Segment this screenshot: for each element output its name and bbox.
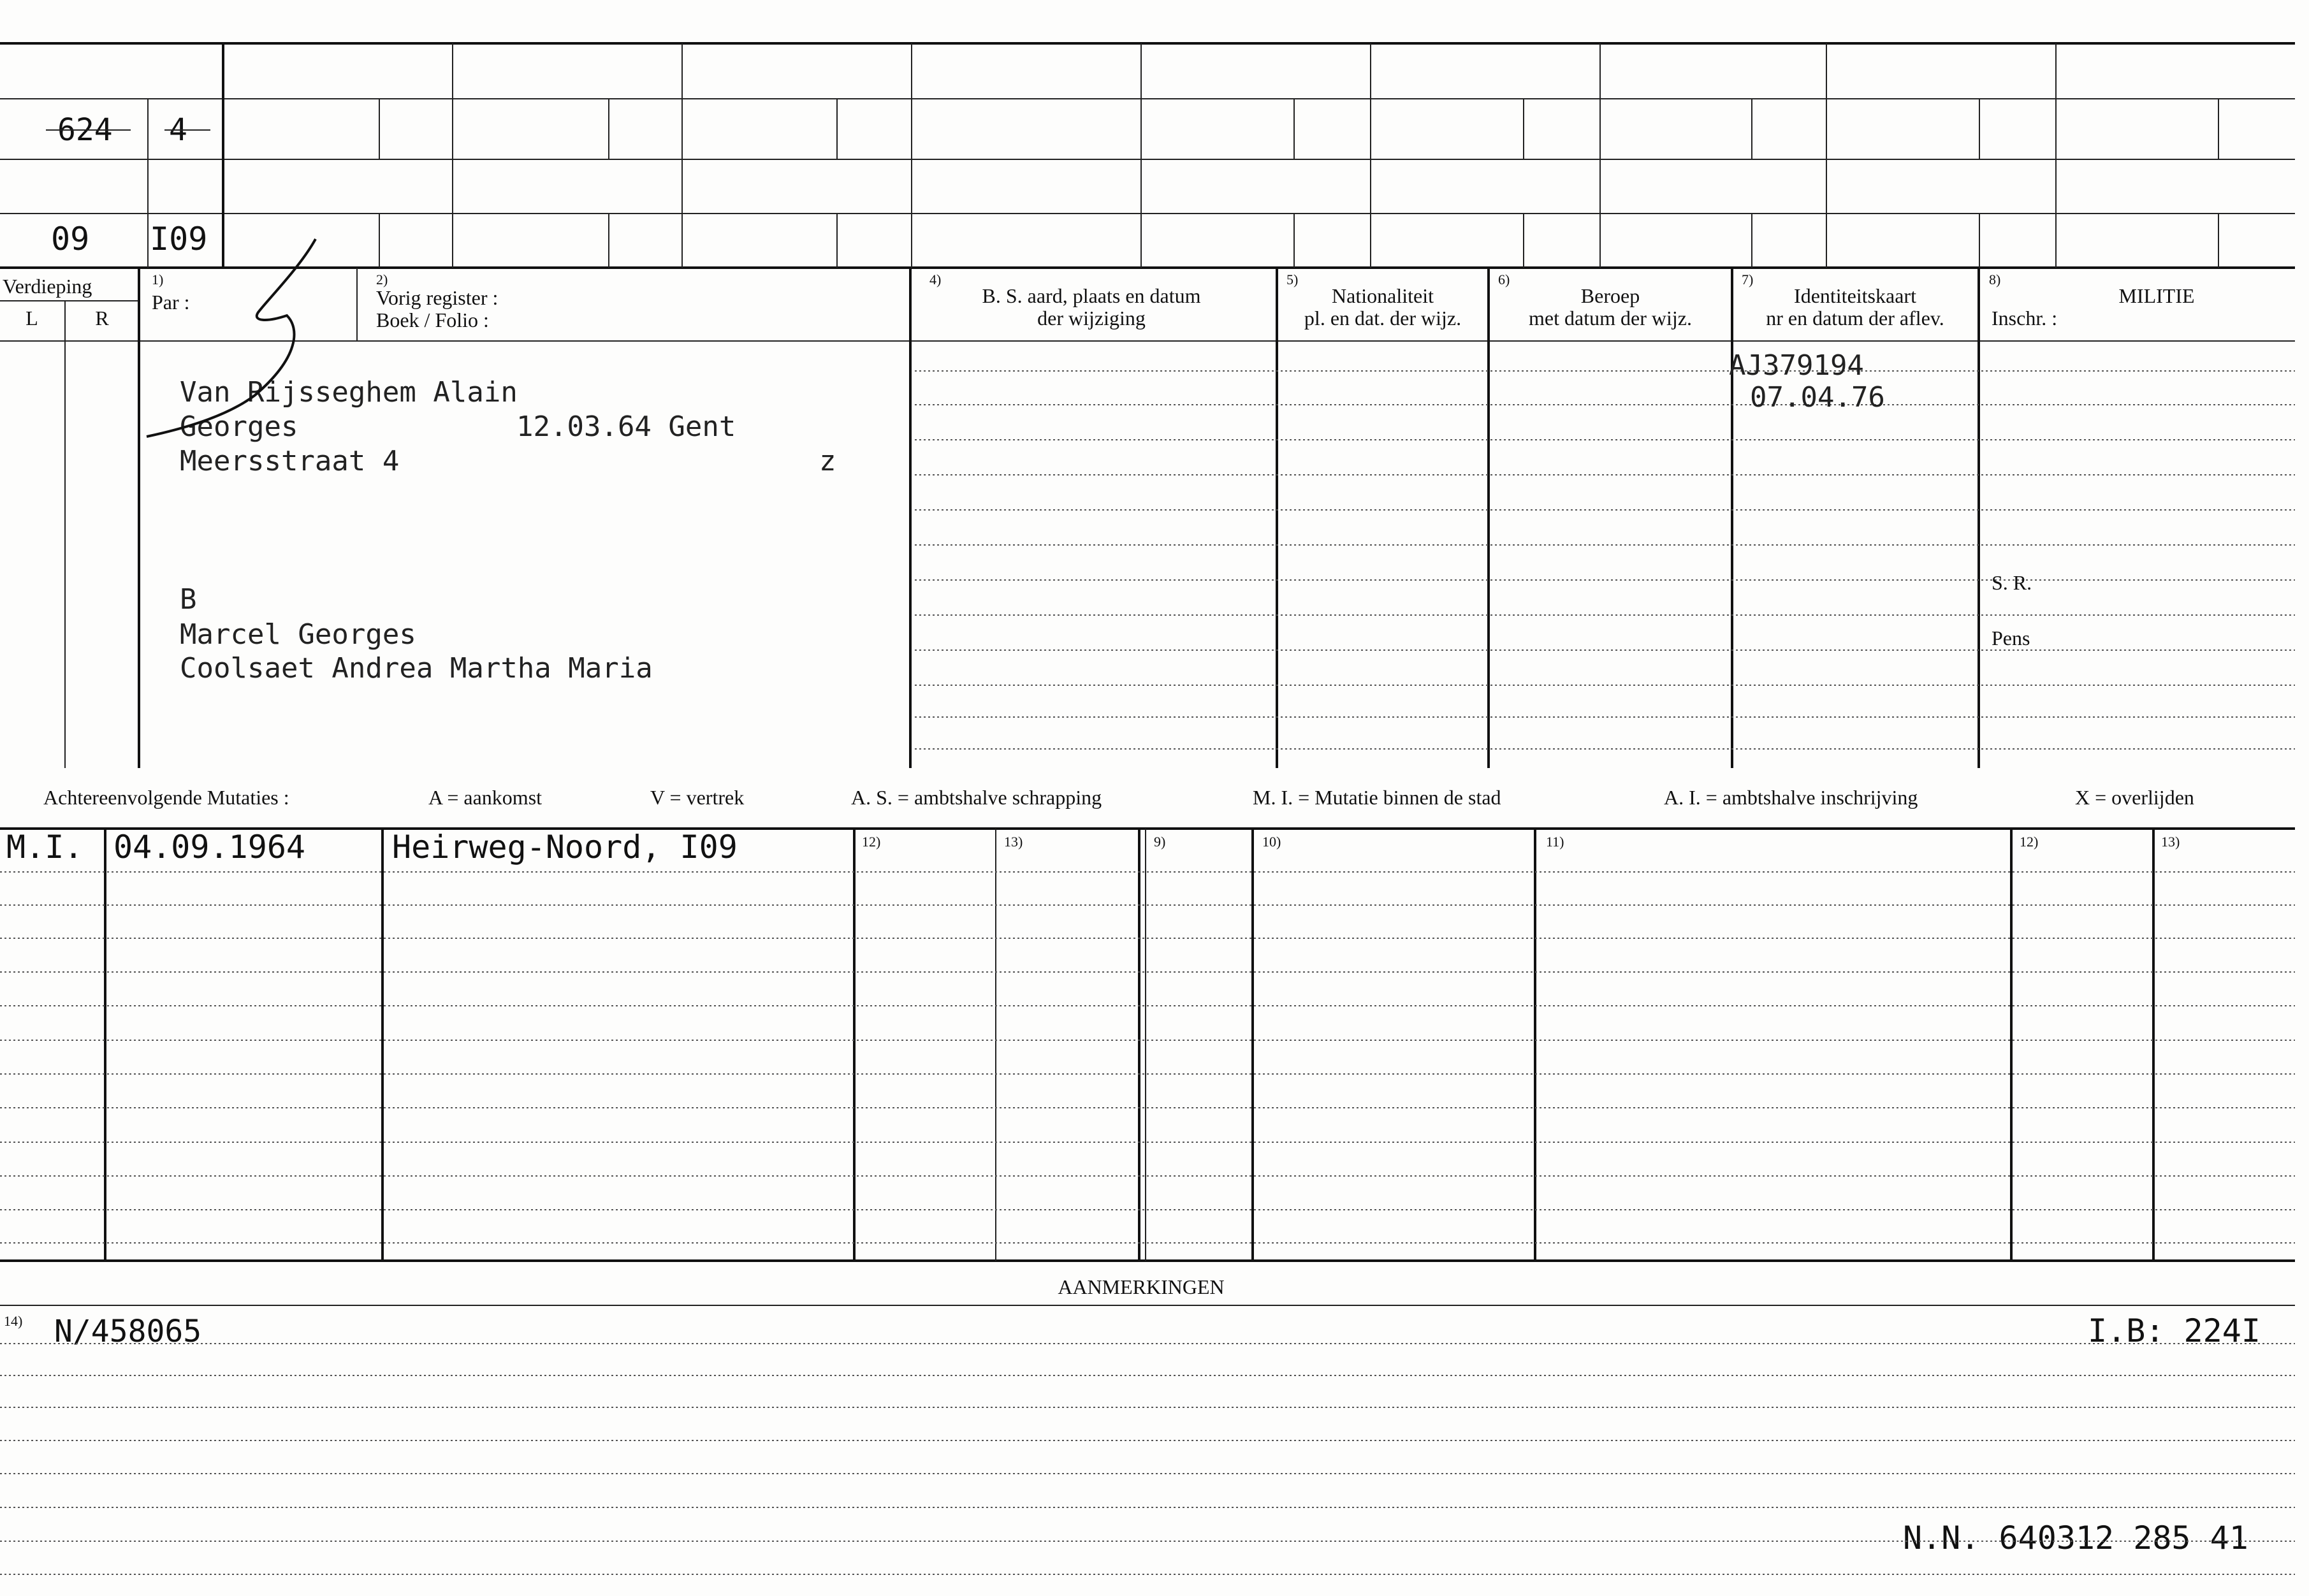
person-firstname: Georges <box>180 410 298 443</box>
identiteitskaart-label: Identiteitskaart <box>1794 284 1916 307</box>
field-number-8: 8) <box>1989 272 2001 287</box>
remarks-nn: N.N. 640312 285 41 <box>1903 1520 2248 1556</box>
field-number-4: 4) <box>929 272 942 287</box>
legend-vertrek: V = vertrek <box>650 786 745 809</box>
bs-sublabel: der wijziging <box>1037 307 1146 330</box>
mutation-address: Heirweg-Noord, I09 <box>392 829 738 866</box>
mutation-legend <box>43 786 2194 809</box>
legend-mutatie-binnen-stad: M. I. = Mutatie binnen de stad <box>1253 786 1501 809</box>
field-number-11: 11) <box>1546 834 1564 850</box>
pens-label: Pens <box>1992 627 2030 649</box>
top-grid-cell-r2c1: 09 <box>51 221 90 258</box>
col-r-label: R <box>95 307 109 330</box>
top-grid-cell-r1c1: 624 <box>57 112 113 148</box>
beroep-label: Beroep <box>1580 284 1640 307</box>
sr-label: S. R. <box>1992 571 2032 594</box>
id-card-number: AJ379194 <box>1729 349 1864 382</box>
field-number-13: 13) <box>1004 834 1023 850</box>
person-birth: 12.03.64 Gent <box>516 410 736 443</box>
field-number-13b: 13) <box>2161 834 2180 850</box>
field-number-12b: 12) <box>2020 834 2039 850</box>
inschr-label: Inschr. : <box>1992 307 2058 330</box>
person-b-mark: B <box>180 583 197 616</box>
militie-label: MILITIE <box>2118 284 2195 307</box>
nationaliteit-sublabel: pl. en dat. der wijz. <box>1304 307 1462 330</box>
field-number-12: 12) <box>862 834 881 850</box>
nationaliteit-label: Nationaliteit <box>1332 284 1434 307</box>
remarks-section <box>0 1275 2295 1574</box>
field-number-10: 10) <box>1262 834 1281 850</box>
main-table <box>0 239 2295 768</box>
field-number-2: 2) <box>376 272 388 287</box>
legend-ambtshalve-inschrijving: A. I. = ambtshalve inschrijving <box>1664 786 1918 809</box>
top-grid-cell-r2c2: I09 <box>150 221 208 258</box>
mutations-table <box>0 829 2295 1261</box>
col-l-label: L <box>25 307 38 330</box>
field-number-1: 1) <box>152 272 164 287</box>
mutation-type: M.I. <box>6 829 84 866</box>
top-grid-cell-r1c2: 4 <box>169 112 187 148</box>
id-card-date: 07.04.76 <box>1750 381 1885 414</box>
person-mother: Coolsaet Andrea Martha Maria <box>180 652 653 685</box>
person-name: Van Rijsseghem Alain <box>180 376 518 409</box>
identiteitskaart-sublabel: nr en datum der aflev. <box>1766 307 1944 330</box>
field-number-14: 14) <box>4 1313 23 1329</box>
boek-folio-label: Boek / Folio : <box>376 308 489 331</box>
field-number-6: 6) <box>1498 272 1510 287</box>
person-z-mark: z <box>819 445 836 477</box>
remarks-ib: I.B: 224I <box>2088 1312 2261 1349</box>
top-grid <box>0 43 2295 268</box>
legend-ambtshalve-schrapping: A. S. = ambtshalve schrapping <box>851 786 1102 809</box>
bs-label: B. S. aard, plaats en datum <box>982 284 1201 307</box>
verdieping-label: Verdieping <box>3 275 92 298</box>
legend-aankomst: A = aankomst <box>428 786 543 809</box>
legend-title: Achtereenvolgende Mutaties : <box>43 786 289 809</box>
field-number-9: 9) <box>1154 834 1166 850</box>
field-number-5: 5) <box>1286 272 1299 287</box>
field-number-7: 7) <box>1742 272 1754 287</box>
legend-overlijden: X = overlijden <box>2075 786 2194 809</box>
person-father: Marcel Georges <box>180 618 416 651</box>
beroep-sublabel: met datum der wijz. <box>1529 307 1692 330</box>
remarks-title: AANMERKINGEN <box>1058 1275 1225 1298</box>
vorig-register-label: Vorig register : <box>376 286 499 309</box>
person-address: Meersstraat 4 <box>180 445 400 477</box>
mutation-date: 04.09.1964 <box>113 829 306 866</box>
par-label: Par : <box>152 291 190 314</box>
remarks-reference: N/458065 <box>54 1314 202 1349</box>
